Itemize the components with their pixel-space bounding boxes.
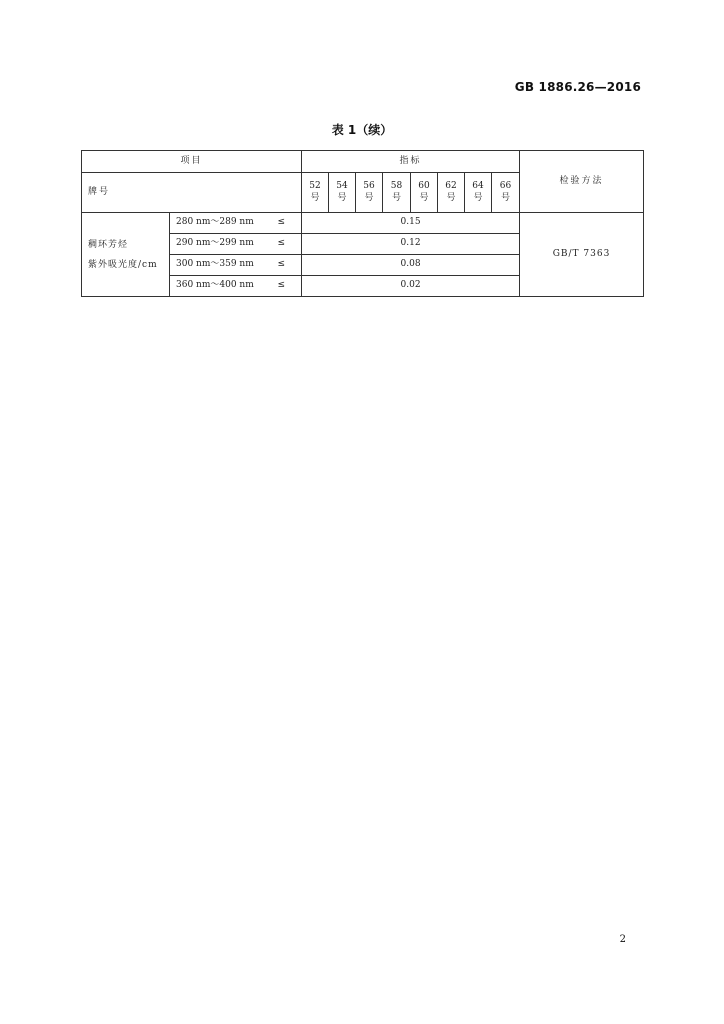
table-row bbox=[82, 213, 644, 234]
test-method: GB/T 7363 bbox=[520, 213, 644, 297]
property-label: 稠环芳烃 紫外吸光度/cm bbox=[82, 213, 170, 297]
grade-cell: 64 号 bbox=[465, 173, 492, 213]
grade-cell: 66 号 bbox=[492, 173, 520, 213]
header-item: 项目 bbox=[82, 151, 302, 173]
brand-label: 牌号 bbox=[82, 173, 302, 213]
wavelength-range: 290 nm～299 nm ≤ bbox=[170, 234, 302, 255]
wavelength-range: 360 nm～400 nm ≤ bbox=[170, 276, 302, 297]
limit-value: 0.12 bbox=[302, 234, 520, 255]
header-method: 检验方法 bbox=[520, 151, 644, 213]
grade-cell: 60 号 bbox=[411, 173, 438, 213]
limit-value: 0.08 bbox=[302, 255, 520, 276]
page-number: 2 bbox=[619, 934, 626, 945]
limit-value: 0.02 bbox=[302, 276, 520, 297]
grade-cell: 54 号 bbox=[329, 173, 356, 213]
header-index: 指标 bbox=[302, 151, 520, 173]
spec-table bbox=[81, 150, 644, 297]
standard-number: GB 1886.26—2016 bbox=[514, 80, 641, 94]
grade-cell: 58 号 bbox=[383, 173, 411, 213]
table-title: 表 1（续） bbox=[331, 123, 393, 137]
wavelength-range: 300 nm～359 nm ≤ bbox=[170, 255, 302, 276]
limit-value: 0.15 bbox=[302, 213, 520, 234]
grade-cell: 56 号 bbox=[356, 173, 383, 213]
grade-cell: 52 号 bbox=[302, 173, 329, 213]
grade-cell: 62 号 bbox=[438, 173, 465, 213]
wavelength-range: 280 nm～289 nm ≤ bbox=[170, 213, 302, 234]
